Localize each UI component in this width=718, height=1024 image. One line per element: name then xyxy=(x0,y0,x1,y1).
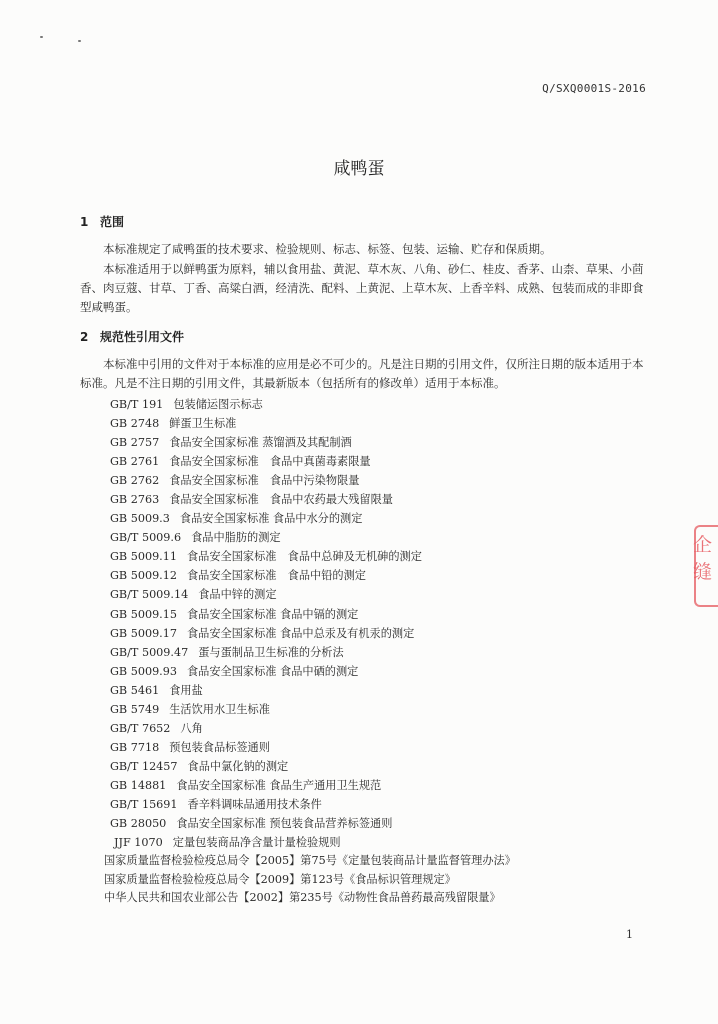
reference-code: GB/T 5009.6 xyxy=(110,531,182,545)
reference-title: 包装储运图示标志 xyxy=(173,398,263,411)
section-number: 1 xyxy=(80,215,89,229)
reference-title: 食品安全国家标准 食品生产通用卫生规范 xyxy=(176,778,382,792)
reference-item xyxy=(110,662,422,681)
reference-item xyxy=(110,585,422,604)
page-number: 1 xyxy=(626,928,633,941)
reference-code: GB 14881 xyxy=(110,778,167,792)
reference-item xyxy=(110,738,422,757)
reference-title: 鲜蛋卫生标准 xyxy=(169,417,237,431)
reference-item xyxy=(110,814,422,833)
reference-title: 蛋与蛋制品卫生标准的分析法 xyxy=(198,645,344,659)
paragraph-text: 本标准适用于以鲜鸭蛋为原料，辅以食用盐、黄泥、草木灰、八角、砂仁、桂皮、香茅、山柰、草果、小茴香、肉豆蔻、甘草、丁香、高粱白酒，经清洗、配料、上黄泥、上草木灰、上香辛料、成熟、包装而成的非即食型咸鸭蛋。 xyxy=(80,262,644,314)
document-code: Q/SXQ0001S-2016 xyxy=(542,82,646,95)
regulation-item: 国家质量监督检验检疫总局令【2005】第75号《定量包装商品计量监督管理办法》 xyxy=(104,854,516,867)
paragraph-text: 本标准规定了咸鸭蛋的技术要求、检验规则、标志、标签、包装、运输、贮存和保质期。 xyxy=(103,242,552,256)
reference-code: GB 5009.17 xyxy=(110,626,177,640)
reference-code: GB/T 191 xyxy=(110,398,164,411)
reference-item xyxy=(110,509,422,528)
reference-code: GB 5009.12 xyxy=(110,569,177,583)
reference-item xyxy=(110,395,422,414)
scope-paragraph-1 xyxy=(80,240,650,259)
regulation-list xyxy=(104,852,516,908)
reference-item xyxy=(110,566,422,585)
reference-code: GB 7718 xyxy=(110,740,160,754)
reference-item xyxy=(110,719,422,738)
reference-title: 食品中氯化钠的测定 xyxy=(187,759,289,773)
reference-item xyxy=(110,700,422,719)
reference-code: GB 2763 xyxy=(110,493,160,507)
reference-code: GB 2762 xyxy=(110,474,160,488)
reference-title: 食品安全国家标准 蒸馏酒及其配制酒 xyxy=(169,436,352,450)
reference-title: 食品安全国家标准 食品中农药最大残留限量 xyxy=(169,493,393,507)
reference-item xyxy=(110,624,422,643)
reference-item xyxy=(110,528,422,547)
reference-code: GB/T 7652 xyxy=(110,721,171,735)
reference-title: 食品安全国家标准 食品中真菌毒素限量 xyxy=(169,455,371,469)
reference-item xyxy=(110,776,422,795)
reference-title: 食品安全国家标准 食品中镉的测定 xyxy=(186,607,359,621)
reference-title: 八角 xyxy=(180,721,203,735)
reference-title: 食用盐 xyxy=(169,683,203,697)
reference-list xyxy=(110,395,422,852)
reference-code: GB 5009.11 xyxy=(110,550,177,564)
reference-item xyxy=(110,643,422,662)
reference-code: GB 5009.15 xyxy=(110,607,177,621)
reference-item xyxy=(110,795,422,814)
reference-item xyxy=(110,433,422,452)
section-2-heading xyxy=(80,328,184,345)
reference-code: GB 5009.93 xyxy=(110,664,177,678)
reference-title: 食品中锌的测定 xyxy=(198,588,277,602)
section-title: 规范性引用文件 xyxy=(100,330,185,344)
reference-title: 食品安全国家标准 食品中污染物限量 xyxy=(169,474,360,488)
reference-code: GB 5461 xyxy=(110,683,160,697)
regulation-item: 中华人民共和国农业部公告【2002】第235号《动物性食品兽药最高残留限量》 xyxy=(104,891,501,904)
reference-title: 生活饮用水卫生标准 xyxy=(169,702,270,716)
reference-item xyxy=(110,490,422,509)
reference-code: GB 5009.3 xyxy=(110,512,170,526)
reference-item xyxy=(110,757,422,776)
regulation-item: 国家质量监督检验检疫总局令【2009】第123号《食品标识管理规定》 xyxy=(104,872,456,886)
reference-item xyxy=(110,471,422,490)
references-intro xyxy=(80,355,650,393)
reference-item xyxy=(110,681,422,700)
scan-speck xyxy=(40,36,43,38)
reference-title: 食品安全国家标准 食品中硒的测定 xyxy=(186,664,359,678)
document-title: 咸鸭蛋 xyxy=(333,159,385,179)
paragraph-text: 本标准中引用的文件对于本标准的应用是必不可少的。凡是注日期的引用文件，仅所注日期的版本适用于本标准。凡是不注日期的引用文件，其最新版本（包括所有的修改单）适用于本标准。 xyxy=(80,357,644,390)
reference-code: GB/T 12457 xyxy=(110,759,178,773)
reference-code: GB 2757 xyxy=(110,436,160,450)
reference-code: GB 28050 xyxy=(110,817,167,831)
reference-title: 定量包装商品净含量计量检验规则 xyxy=(172,836,341,850)
scan-speck xyxy=(78,40,81,42)
scope-paragraph-2 xyxy=(80,260,650,317)
reference-title: 香辛料调味品通用技术条件 xyxy=(187,797,322,811)
reference-title: 食品安全国家标准 食品中总砷及无机砷的测定 xyxy=(186,550,422,564)
seal-stamp-text: 企缝 xyxy=(693,534,713,583)
reference-code: GB/T 5009.47 xyxy=(110,645,189,659)
section-1-heading xyxy=(80,213,124,230)
reference-code: GB 5749 xyxy=(110,702,160,716)
reference-title: 预包装食品标签通则 xyxy=(169,740,270,754)
reference-title: 食品安全国家标准 食品中水分的测定 xyxy=(179,512,363,526)
section-number: 2 xyxy=(80,330,89,344)
reference-item xyxy=(110,833,422,852)
reference-code: GB/T 15691 xyxy=(110,797,178,811)
reference-title: 食品安全国家标准 食品中铅的测定 xyxy=(186,569,366,583)
reference-title: 食品安全国家标准 预包装食品营养标签通则 xyxy=(176,817,393,831)
reference-code: GB/T 5009.14 xyxy=(110,588,189,602)
reference-item xyxy=(110,414,422,433)
reference-item xyxy=(110,547,422,566)
reference-code: GB 2761 xyxy=(110,455,160,469)
reference-item xyxy=(110,452,422,471)
reference-code: JJF 1070 xyxy=(114,836,163,850)
reference-title: 食品安全国家标准 食品中总汞及有机汞的测定 xyxy=(186,626,415,640)
section-title: 范围 xyxy=(100,215,125,229)
reference-code: GB 2748 xyxy=(110,417,160,431)
reference-item xyxy=(110,605,422,624)
reference-title: 食品中脂肪的测定 xyxy=(191,531,281,545)
